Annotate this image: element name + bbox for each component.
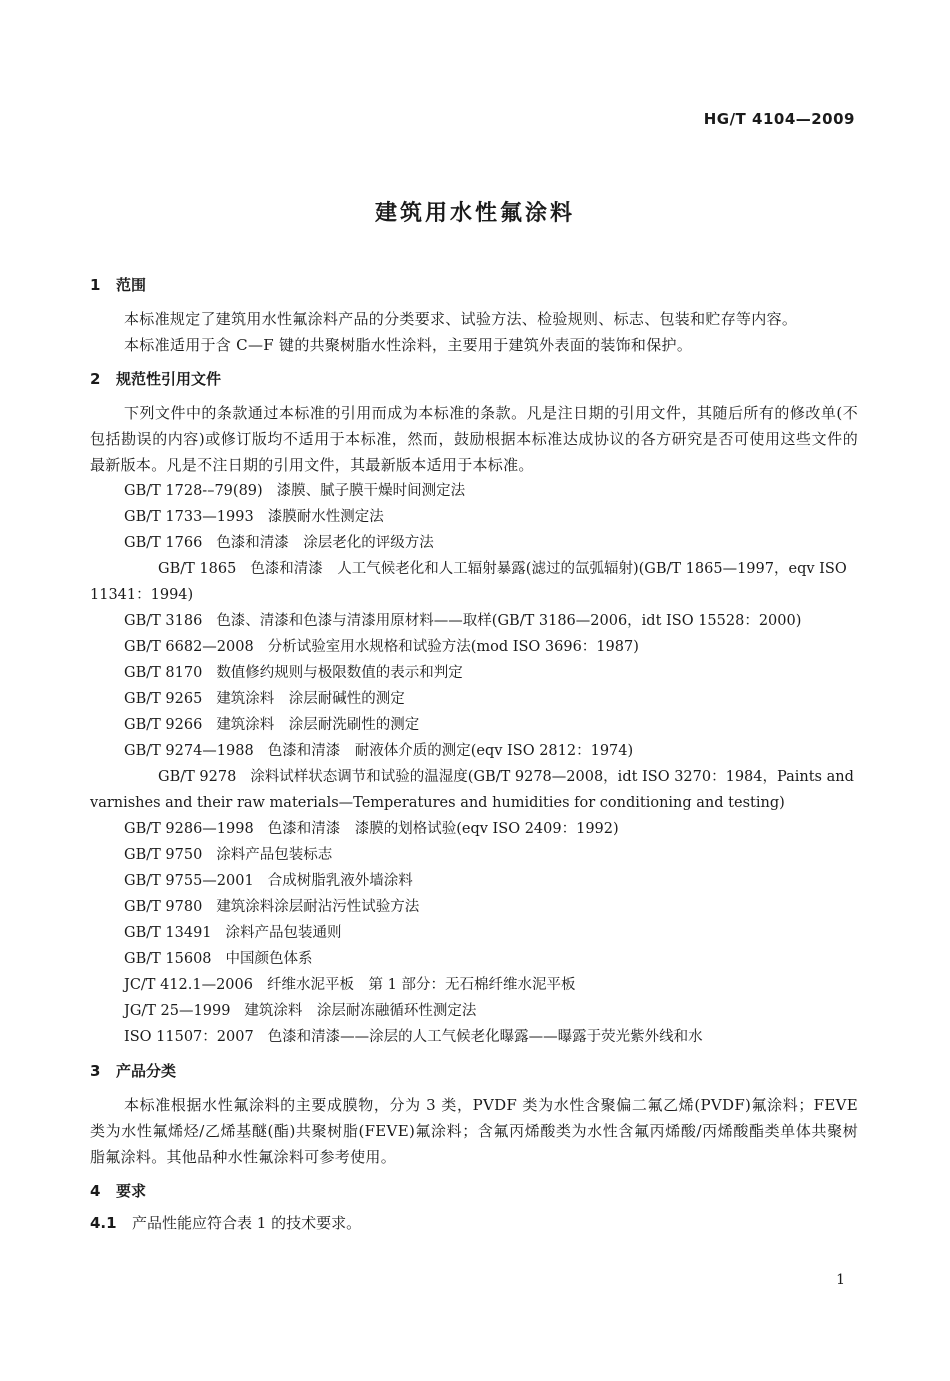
reference-code: GB/T 9780 (124, 899, 203, 915)
clause-number: 4.1 (90, 1214, 117, 1232)
reference-title: 色漆和清漆 人工气候老化和人工辐射暴露(滤过的氙弧辐射)(GB/T 1865—1997，eqv ISO 11341：1994) (90, 561, 847, 603)
paragraph: 下列文件中的条款通过本标准的引用而成为本标准的条款。凡是注日期的引用文件，其随后所有的修改单(不包括勘误的内容)或修订版均不适用于本标准，然而，鼓励根据本标准达成协议的各方研究是否可使用这些文件的最新版本。凡是不注日期的引用文件，其最新版本适用于本标准。 (90, 404, 858, 474)
reference-item (90, 946, 858, 972)
reference-item (90, 556, 858, 608)
section-heading-requirements (90, 1176, 858, 1206)
reference-code: GB/T 9278 (158, 769, 237, 785)
reference-item (90, 1024, 858, 1050)
reference-item (90, 998, 858, 1024)
reference-item (90, 920, 858, 946)
section-number: 2 (90, 370, 101, 388)
reference-item (90, 634, 858, 660)
section-number: 1 (90, 276, 101, 294)
reference-title: 漆膜耐水性测定法 (267, 509, 384, 525)
reference-title: 建筑涂料 涂层耐碱性的测定 (216, 691, 405, 707)
section-number: 4 (90, 1182, 101, 1200)
reference-code: GB/T 1766 (124, 535, 203, 551)
reference-code: GB/T 9274—1988 (124, 743, 254, 759)
reference-item (90, 478, 858, 504)
reference-title: 色漆和清漆 涂层老化的评级方法 (216, 535, 434, 551)
reference-title: 色漆和清漆 耐液体介质的测定(eqv ISO 2812：1974) (267, 743, 634, 759)
reference-title: 分析试验室用水规格和试验方法(mod ISO 3696：1987) (267, 639, 639, 655)
paragraph: 本标准根据水性氟涂料的主要成膜物，分为 3 类，PVDF 类为水性含聚偏二氟乙烯(PVDF)氟涂料；FEVE 类为水性氟烯烃/乙烯基醚(酯)共聚树脂(FEVE)氟涂料；含氟丙烯酸类为水性含氟丙烯酸/丙烯酸酯类单体共聚树脂氟涂料。其他品种水性氟涂料可参考使用。 (90, 1096, 858, 1166)
reference-code: ISO 11507：2007 (124, 1029, 254, 1045)
section-heading-classification (90, 1056, 858, 1086)
reference-code: GB/T 6682—2008 (124, 639, 254, 655)
reference-code: GB/T 13491 (124, 925, 212, 941)
reference-code: GB/T 3186 (124, 613, 203, 629)
reference-list (90, 478, 858, 1050)
section-title: 规范性引用文件 (116, 370, 222, 388)
section-number: 3 (90, 1062, 101, 1080)
reference-title: 涂料产品包装标志 (216, 847, 333, 863)
reference-title: 涂料产品包装通则 (225, 925, 342, 941)
reference-code: GB/T 1865 (158, 561, 237, 577)
reference-item (90, 842, 858, 868)
section-title: 产品分类 (116, 1062, 177, 1080)
reference-item (90, 738, 858, 764)
document-body (90, 270, 858, 1238)
reference-item (90, 660, 858, 686)
reference-title: 色漆和清漆 漆膜的划格试验(eqv ISO 2409：1992) (267, 821, 619, 837)
document-title: 建筑用水性氟涂料 (374, 201, 575, 226)
reference-code: GB/T 9750 (124, 847, 203, 863)
reference-title: 数值修约规则与极限数值的表示和判定 (216, 665, 463, 681)
paragraph: 本标准适用于含 C—F 键的共聚树脂水性涂料，主要用于建筑外表面的装饰和保护。 (124, 336, 693, 354)
reference-code: GB/T 1733—1993 (124, 509, 254, 525)
reference-item (90, 816, 858, 842)
reference-item (90, 504, 858, 530)
reference-title: 中国颜色体系 (225, 951, 313, 967)
section-heading-normative-references (90, 364, 858, 394)
reference-item (90, 530, 858, 556)
reference-title: 色漆和清漆——涂层的人工气候老化曝露——曝露于荧光紫外线和水 (267, 1029, 703, 1045)
section-title: 要求 (116, 1182, 147, 1200)
reference-title: 建筑涂料涂层耐沾污性试验方法 (216, 899, 420, 915)
reference-code: GB/T 8170 (124, 665, 203, 681)
reference-code: JC/T 412.1—2006 (124, 977, 253, 993)
reference-title: 纤维水泥平板 第 1 部分：无石棉纤维水泥平板 (267, 977, 576, 993)
reference-item (90, 868, 858, 894)
reference-code: JG/T 25—1999 (124, 1003, 231, 1019)
reference-title: 建筑涂料 涂层耐洗刷性的测定 (216, 717, 420, 733)
reference-title: 色漆、清漆和色漆与清漆用原材料——取样(GB/T 3186—2006，idt ISO 15528：2000) (216, 613, 802, 629)
reference-code: GB/T 9755—2001 (124, 873, 254, 889)
reference-code: GB/T 9266 (124, 717, 203, 733)
clause (90, 1208, 858, 1238)
reference-item (90, 686, 858, 712)
reference-item (90, 972, 858, 998)
reference-item (90, 764, 858, 816)
clause-text: 产品性能应符合表 1 的技术要求。 (132, 1214, 362, 1232)
reference-item (90, 712, 858, 738)
section-heading-scope (90, 270, 858, 300)
paragraph: 本标准规定了建筑用水性氟涂料产品的分类要求、试验方法、检验规则、标志、包装和贮存等内容。 (124, 310, 798, 328)
standard-code: HG/T 4104—2009 (703, 110, 855, 128)
reference-code: GB/T 9265 (124, 691, 203, 707)
section-title: 范围 (116, 276, 147, 294)
reference-code: GB/T 1728-–79(89) (124, 483, 263, 499)
reference-code: GB/T 9286—1998 (124, 821, 254, 837)
reference-title: 涂料试样状态调节和试验的温湿度(GB/T 9278—2008，idt ISO 3270：1984，Paints and varnishes and their raw materials—Temperatures and humidities for conditioning and testing) (90, 769, 854, 811)
reference-title: 漆膜、腻子膜干燥时间测定法 (276, 483, 466, 499)
reference-item (90, 894, 858, 920)
reference-title: 建筑涂料 涂层耐冻融循环性测定法 (244, 1003, 477, 1019)
page-number: 1 (836, 1272, 845, 1288)
reference-item (90, 608, 858, 634)
reference-title: 合成树脂乳液外墙涂料 (267, 873, 413, 889)
reference-code: GB/T 15608 (124, 951, 212, 967)
